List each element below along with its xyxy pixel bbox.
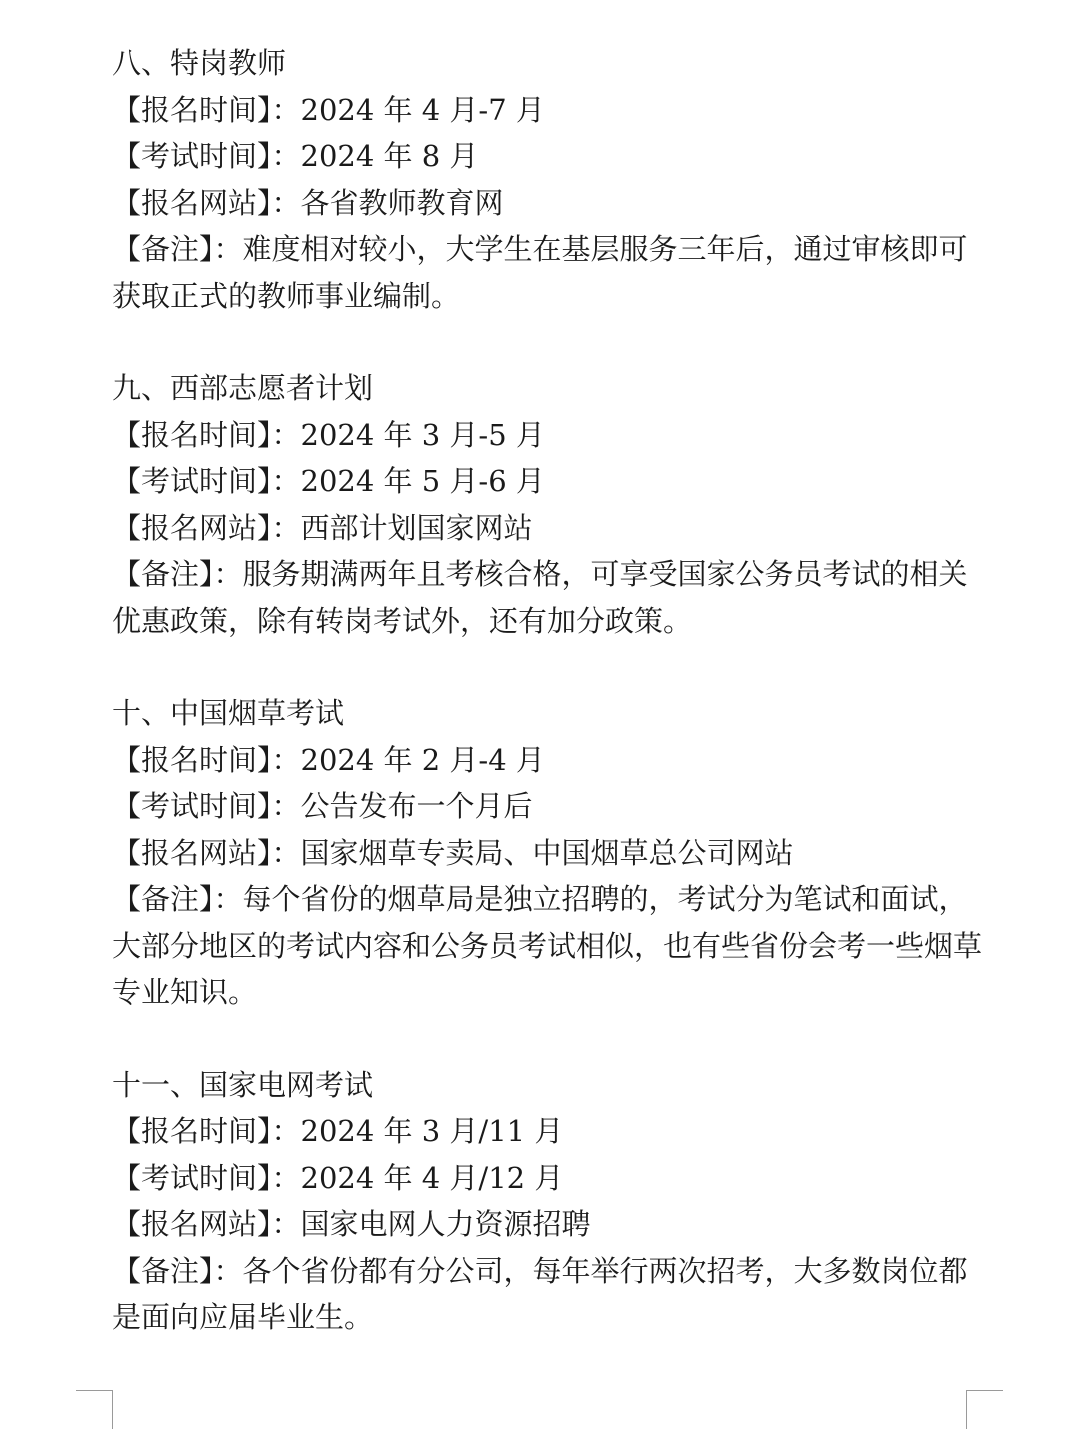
registration-time-line [112, 1108, 992, 1155]
section-special-post-teacher [112, 40, 992, 319]
section-title: 十、中国烟草考试 [112, 696, 345, 730]
exam-time-line [112, 458, 992, 505]
registration-time-label: 【报名时间】： [112, 742, 301, 777]
exam-time-label: 【考试时间】： [112, 464, 301, 498]
note-label: 【备注】： [112, 1253, 243, 1288]
registration-website-line [112, 180, 992, 227]
section-china-tobacco-exam [112, 690, 992, 1016]
registration-website-label: 【报名网站】： [112, 835, 301, 870]
note [112, 226, 972, 319]
note-line [112, 876, 972, 923]
note-label: 【备注】： [112, 882, 243, 916]
section-title: 九、西部志愿者计划 [112, 371, 374, 405]
note-text: 服务期满两年且考核合格，可享受国家公务员考试的相关 [242, 557, 968, 591]
note [112, 876, 983, 1016]
note [112, 1248, 972, 1341]
section-title: 十一、国家电网考试 [112, 1067, 374, 1102]
exam-time-label: 【考试时间】： [112, 139, 301, 173]
note-line [112, 1248, 972, 1295]
registration-time-label: 【报名时间】： [112, 92, 301, 127]
exam-time-label: 【考试时间】： [112, 1160, 301, 1195]
note-label: 【备注】： [112, 557, 243, 591]
registration-website-line [112, 505, 992, 552]
section-state-grid-exam [112, 1062, 992, 1341]
page-corner-mark-left [76, 1390, 113, 1429]
exam-time-value: 2024 年 5 月-6 月 [300, 464, 545, 498]
exam-time-value: 2024 年 4 月/12 月 [300, 1160, 564, 1195]
registration-time-line [112, 87, 992, 134]
registration-website-value: 各省教师教育网 [300, 185, 504, 220]
note-line [112, 226, 972, 273]
registration-website-value: 西部计划国家网站 [300, 510, 533, 545]
registration-website-line [112, 830, 992, 877]
registration-time-label: 【报名时间】： [112, 417, 301, 452]
document-page [112, 40, 992, 1387]
registration-time-value: 2024 年 3 月/11 月 [300, 1114, 564, 1148]
section-western-volunteer-plan [112, 365, 992, 644]
registration-time-value: 2024 年 4 月-7 月 [300, 92, 545, 127]
note-line: 是面向应届毕业生。 [112, 1300, 374, 1334]
note-line [112, 551, 972, 598]
exam-time-line [112, 1155, 992, 1202]
registration-website-label: 【报名网站】： [112, 185, 301, 220]
registration-website-value: 国家烟草专卖局、中国烟草总公司网站 [300, 835, 794, 870]
registration-time-label: 【报名时间】： [112, 1114, 301, 1148]
note-label: 【备注】： [112, 232, 243, 266]
note-text: 难度相对较小，大学生在基层服务三年后，通过审核即可 [242, 232, 968, 266]
registration-time-value: 2024 年 3 月-5 月 [300, 417, 545, 452]
page-corner-mark-right [966, 1390, 1003, 1429]
section-title: 八、特岗教师 [112, 46, 287, 80]
note-line: 大部分地区的考试内容和公务员考试相似，也有些省份会考一些烟草 [112, 928, 983, 963]
registration-time-value: 2024 年 2 月-4 月 [300, 742, 545, 777]
exam-time-value: 2024 年 8 月 [300, 139, 479, 173]
registration-time-line [112, 412, 992, 459]
note-line: 专业知识。 [112, 975, 258, 1009]
note-text: 每个省份的烟草局是独立招聘的，考试分为笔试和面试， [242, 882, 968, 916]
note-line: 获取正式的教师事业编制。 [112, 278, 461, 313]
exam-time-line [112, 783, 992, 830]
registration-website-line [112, 1201, 992, 1248]
note [112, 551, 972, 644]
note-line: 优惠政策，除有转岗考试外，还有加分政策。 [112, 603, 693, 638]
registration-website-label: 【报名网站】： [112, 510, 301, 545]
registration-website-label: 【报名网站】： [112, 1207, 301, 1241]
registration-time-line [112, 737, 992, 784]
exam-time-label: 【考试时间】： [112, 789, 301, 823]
registration-website-value: 国家电网人力资源招聘 [300, 1207, 591, 1241]
exam-time-line [112, 133, 992, 180]
note-text: 各个省份都有分公司，每年举行两次招考，大多数岗位都 [242, 1253, 968, 1288]
exam-time-value: 公告发布一个月后 [300, 789, 533, 823]
